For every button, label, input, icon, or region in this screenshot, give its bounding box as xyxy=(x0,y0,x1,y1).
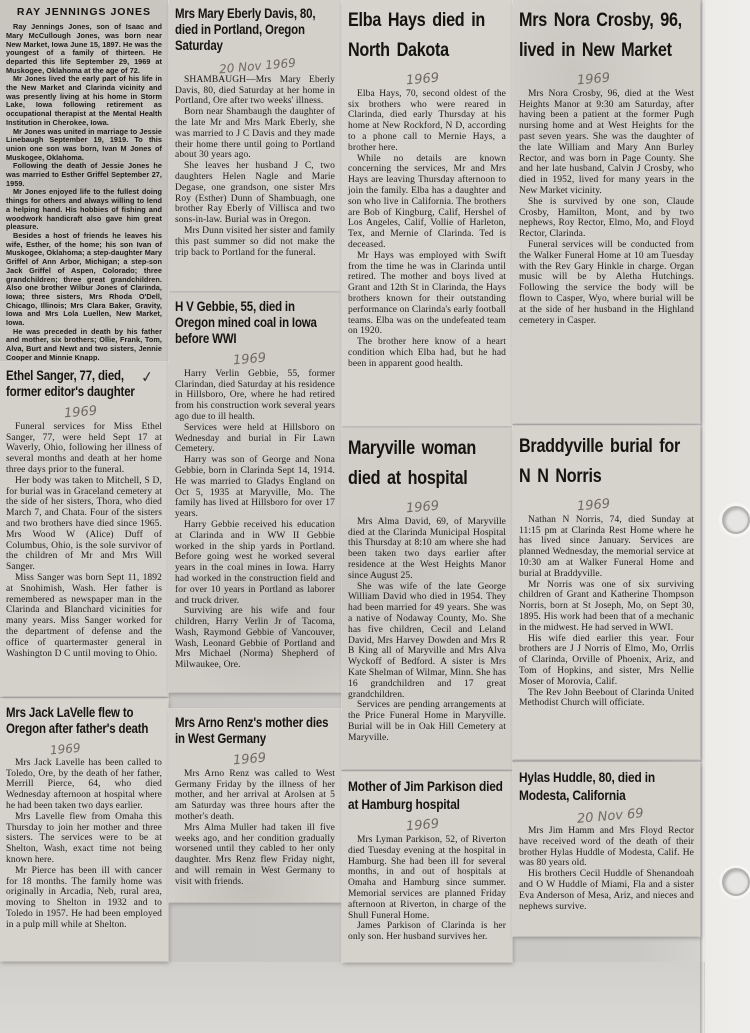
clipping-paragraph: James Parkison of Clarinda is her only son. Her husband survives her. xyxy=(348,921,506,943)
clipping-paragraph: SHAMBAUGH—Mrs Mary Eberly Davis, 80, died Saturday at her home in Portland, Ore after two weeks' illness. xyxy=(175,74,335,107)
clipping-headline: Braddyville burial for N N Norris xyxy=(519,436,681,488)
clipping-paragraph: Harry was son of George and Nona Gebbie, born in Clarinda Sept 14, 1914. He was married to Gladys England on Oct 5, 1935 at Maryville, Mo. The family has lived at Hillsboro for over 17 years. xyxy=(175,455,335,520)
clipping-headline: Ethel Sanger, 77, died, former editor's daughter xyxy=(6,368,135,399)
clipping-hylas-huddle xyxy=(513,763,700,936)
clipping-jack-lavelle xyxy=(0,699,168,961)
clipping-paragraph: He was preceded in death by his father and mother, six brothers; Ollie, Frank, Tom, Alva, Burt and Newt and two sisters, Jennie Cooper and Minnie Knapp. xyxy=(6,326,162,362)
clipping-jim-parkison-mother xyxy=(342,772,512,962)
handwritten-date: 20 Nov 1969 xyxy=(218,55,297,77)
clipping-paragraph: Mrs Dunn visited her sister and family this past summer so did not make the trip back to Portland for the funeral. xyxy=(175,225,335,258)
clipping-headline: Mrs Arno Renz's mother dies in West Germany xyxy=(175,715,329,746)
clipping-headline: H V Gebbie, 55, died in Oregon mined coal in Iowa before WWI xyxy=(175,299,317,346)
handwritten-date: 1969 xyxy=(405,816,440,835)
clipping-paragraph: Miss Sanger was born Sept 11, 1892 at Snohimish, Wash. Her father is remembered as newspaper man in the Clarinda and Blanchard vicinities for many years. Miss Sanger worked for the department of defense and the office of quartermaster general in Washington D C until moving to Ohio. xyxy=(6,573,162,659)
clipping-paragraph: Nathan N Norris, 74, died Sunday at 11:15 pm at Clarinda Rest Home where he has lived since January. Services are planned Wednesday, the memorial service at 10:30 am at Walker Funeral Home and burial at Braddyville. xyxy=(519,514,694,579)
clipping-paragraph: Services are pending arrangements at the Price Funeral Home in Maryville. Burial will be in Oak Hill Cemetery at Maryville. xyxy=(348,700,506,743)
clipping-headline: Elba Hays died in North Dakota xyxy=(348,10,486,62)
clipping-headline: Mrs Mary Eberly Davis, 80, died in Portland, Oregon Saturday xyxy=(175,6,316,53)
handwritten-checkmark: ✓ xyxy=(140,367,156,387)
clipping-paragraph: Mr Norris was one of six surviving children of Grant and Katherine Thompson Norris, born at St Joseph, Mo, on Sept 30, 1895. His work had been that of a mechanic in the midwest. He had served in WWI. xyxy=(519,579,694,633)
clipping-paragraph: The Rev John Beebout of Clarinda United Methodist Church will officiate. xyxy=(519,687,694,709)
clipping-nora-crosby xyxy=(513,0,700,423)
clipping-paragraph: Funeral services for Miss Ethel Sanger, 77, were held Sept 17 at Waverly, Ohio, following her illness of several months and death at her home three days prior to the funeral. xyxy=(6,421,162,476)
clipping-elba-hays xyxy=(342,0,512,426)
handwritten-date: 1969 xyxy=(232,350,267,369)
clipping-paragraph: Funeral services will be conducted from the Walker Funeral Home at 10 am Tuesday with the Rev Gary Hinkle in charge. Organ music will be by Aletha Hutchings. Following the service the body will be flown to Casper, Wyo, where burial will be at the side of her husband in the Highland cemetery in Casper. xyxy=(519,239,694,326)
clipping-ethel-sanger xyxy=(0,362,168,696)
clipping-paragraph: She is survived by one son, Claude Crosby, Hamilton, Mont, and by two nephews, Roy Rector, Elmo, Mo, and Floyd Rector, Clarinda. xyxy=(519,196,694,240)
hole-punch-top xyxy=(722,506,750,534)
clipping-paragraph: Mrs Lavelle flew from Omaha this Thursday to join her mother and three sisters. The services were to be at Shelton, Wash, exact time not being known here. xyxy=(6,811,162,866)
handwritten-date: 1969 xyxy=(232,750,267,769)
clipping-paragraph: Mr Jones enjoyed life to the fullest doing things for others and always willing to lend a helping hand. His hobbies of fishing and woodwork handicraft also gave him great pleasure. xyxy=(6,187,162,232)
clipping-paragraph: Elba Hays, 70, second oldest of the six brothers who were reared in Clarinda, died early Thursday at his home at New Rockford, N D, according to a phone call to Mernie Hays, a brother here. xyxy=(348,88,506,153)
clipping-paragraph: Mr Hays was employed with Swift from the time he was in Clarinda until retired. The mother and boys lived at Grant and 12th St in Clarinda, the Hays brothers known for their outstanding performance on Clarinda's early football teams. Elba was on the undefeated team on 1920. xyxy=(348,250,506,337)
clipping-paragraph: Harry Gebbie received his education at Clarinda and in WW II Gebbie worked in the ship yards in Portland. Before going west he worked several years in the coal mines in Iowa. Harry had worked in the construction field and for over 10 years in Portland as laborer and truck driver. xyxy=(175,519,335,606)
clipping-paragraph: His wife died earlier this year. Four brothers are J J Norris of Elmo, Mo, Orrlis of Clarinda, Orville of Phoenix, Ariz, and Tom of Hopkins, and sister, Mrs Nellie Moser of Morovia, Calif. xyxy=(519,633,694,687)
clipping-maryville-woman xyxy=(342,428,512,769)
clipping-headline: Maryville woman died at hospital xyxy=(348,438,476,490)
handwritten-date: 1969 xyxy=(405,70,440,89)
clipping-paragraph: The brother here know of a heart condition which Elba had, but he had been in apparent good health. xyxy=(348,337,506,369)
clipping-headline: Hylas Huddle, 80, died in Modesta, California xyxy=(519,769,655,803)
clipping-paragraph: Ray Jennings Jones, son of Isaac and Mary McCullough Jones, was born near New Market, Iowa June 15, 1897. He was the youngest of a family of thirteen. He departed this life September 29, 1969 at Muskogee, Oklahoma at the age of 72. xyxy=(6,22,162,75)
clipping-paragraph: She leaves her husband J C, two daughters Helen Nagle and Marie Degase, one grandson, one sister Mrs Roy (Esther) Dunn of Shambuagh, one brother Ray Eberly of Villisca and two sons-in-law. Burial was in Oregon. xyxy=(175,161,335,226)
clipping-paragraph: Her body was taken to Mitchell, S D, for burial was in Graceland cemetery at the side of her sisters, Thora, who died March 7, and Chata. Four of the sisters and two brothers have died since 1965. Mrs Wood W (Alice) Duff of Columbus, Ohio, is the sole survivor of the children of Mr and Mrs Will Sanger. xyxy=(6,475,162,573)
clipping-paragraph: Mrs Lyman Parkison, 52, of Riverton died Tuesday evening at the hospital in Hamburg. She had been ill for several months, in and out of hospitals at Omaha and Hamburg since summer. Memorial services are planned Friday afternoon at Riverton, in charge of the Shull Funeral Home. xyxy=(348,835,506,921)
handwritten-date: 1969 xyxy=(576,70,611,89)
clipping-paragraph: Mr Pierce has been ill with cancer for 18 months. The family home was originally in Arcadia, Neb, rural area, moving to Shelton in 1932 and to Toledo in 1957. He had been employed in a pulp mill while at Shelton. xyxy=(6,865,162,930)
clipping-paragraph: Services were held at Hillsboro on Wednesday and burial in Fir Lawn Cemetery. xyxy=(175,422,335,455)
clipping-n-n-norris xyxy=(513,426,700,759)
handwritten-date: 1969 xyxy=(576,496,611,515)
clipping-paragraph: While no details are known concerning the services, Mr and Mrs Hays are leaving Thursday afternoon to join the family. Elba has a daughter and son who live in California. The brothers are Bob of Kingburg, Calif, Hershel of Los Angeles, Calif, Vollie of Harleton, Tex, and Mernie of Clarinda. Ted is deceased. xyxy=(348,153,506,250)
handwritten-date: 20 Nov 69 xyxy=(576,806,645,827)
clipping-headline: RAY JENNINGS JONES xyxy=(16,6,152,18)
clipping-headline: Mrs Jack LaVelle flew to Oregon after father's death xyxy=(6,705,149,736)
hole-punch-bottom xyxy=(722,868,750,896)
page-edge-seam xyxy=(700,0,704,1033)
clipping-paragraph: Mrs Alma Muller had taken ill five weeks ago, and her condition gradually worsened until they cabled to her only daughter. Mrs Renz flew Friday night, and will remain in West Germany to visit with friends. xyxy=(175,822,335,887)
clipping-arno-renz xyxy=(169,709,341,902)
clipping-paragraph: Following the death of Jessie Jones he was married to Esther Griffel September 27, 1959. xyxy=(6,161,162,188)
clipping-paragraph: Harry Verlin Gebbie, 55, former Clarindan, died Saturday at his residence in Hillsboro, Ore, where he had retired from his construction work several years ago due to ill health. xyxy=(175,368,335,422)
clipping-mary-eberly-davis xyxy=(169,0,341,291)
clipping-paragraph: Mrs Jack Lavelle has been called to Toledo, Ore, by the death of her father, Merrill Pierce, 64, who died Wednesday afternoon at hospital where he had been taken two days earlier. xyxy=(6,757,162,812)
clipping-paragraph: She was wife of the late George William David who died in 1954. They had been married for 49 years. She was a native of Nodaway County, Mo. She has five children, Cecil and Leland David, Mrs Harvey Dowden and Mrs R B King all of Maryville and Mrs Alva Wyckoff of Bedford. A sister is Mrs Kate Shelman of Wilmar, Minn. She has 16 grandchildren and 17 great grandchildren. xyxy=(348,581,506,700)
clipping-paragraph: Mr Jones lived the early part of his life in the New Market and Clarinda vicinity and was presently living at his home in Storm Lake, Iowa following retirement as occupational therapist at the Mental Health Institution in Cherokee, Iowa. xyxy=(6,74,162,127)
clipping-paragraph: Mrs Arno Renz was called to West Germany Friday by the illness of her mother, and her arrival at Arolsen at 5 am Saturday was three hours after the mother's death. xyxy=(175,768,335,823)
clipping-paragraph: His brothers Cecil Huddle of Shenandoah and O W Huddle of Miami, Fla and a sister Eva Anderson of Mesa, Ariz, and nieces and nephews survive. xyxy=(519,869,694,912)
clipping-paragraph: Mr Jones was united in marriage to Jessie Linebaugh September 19, 1919. To this union one son was born, Ivan M Jones of Muskogee, Oklahoma. xyxy=(6,126,162,162)
clipping-paragraph: Surviving are his wife and four children, Harry Verlin Jr of Tacoma, Wash, Raymond Gebbie of Vancouver, Wash, Leonard Gebbie of Portland and Mrs Michael (Norma) Shepherd of Milwaukee, Ore. xyxy=(175,606,335,671)
handwritten-date: 1969 xyxy=(49,740,82,758)
clipping-paragraph: Mrs Nora Crosby, 96, died at the West Heights Manor at 9:30 am Saturday, after having been a patient at the former Pugh nursing home and at West Heights for the past seven years. She was the daughter of the late William and Mary Ann Burley Rector, and was born in Page County. She and her late husband, Calvin J Crosby, who died in 1952, lived for many years in the New Market vicinity. xyxy=(519,88,694,196)
clipping-paragraph: Besides a host of friends he leaves his wife, Esther, of the home; his son Ivan of Muskogee, Oklahoma; a step-daughter Mary Griffel of Ann Arbor, Michigan; a step-son Jack Griffel of Aspen, Colorado; three grandchildren; three great grandchildren. Also one brother Wilbur Jones of Clarinda, Iowa; three sisters, Mrs Rhoda O'Dell, Chicago, Illinois; Mrs Clara Baker, Gravity, Iowa and Mrs Lola Luellen, New Market, Iowa. xyxy=(6,231,162,328)
handwritten-date: 1969 xyxy=(63,403,98,422)
clipping-paragraph: Mrs Alma David, 69, of Maryville died at the Clarinda Municipal Hospital this Thursday at 8:10 am where she had been taken two days earlier after residence at the West Heights Manor since August 25. xyxy=(348,516,506,581)
clipping-paragraph: Born near Shambaugh the daughter of the late Mr and Mrs Mark Eberly, she was married to J C Davis and they made their home there until going to Portland about 30 years ago. xyxy=(175,107,335,161)
handwritten-date: 1969 xyxy=(405,498,440,517)
clipping-paragraph: Mrs Jim Hamm and Mrs Floyd Rector have received word of the death of their brother Hylas Huddle of Modesta, Calif. He was 80 years old. xyxy=(519,826,694,869)
clipping-headline: Mother of Jim Parkison died at Hamburg hospital xyxy=(348,778,503,812)
clipping-h-v-gebbie xyxy=(169,293,341,692)
clipping-ray-jennings-jones xyxy=(0,0,168,362)
clipping-headline: Mrs Nora Crosby, 96, lived in New Market xyxy=(519,10,682,62)
